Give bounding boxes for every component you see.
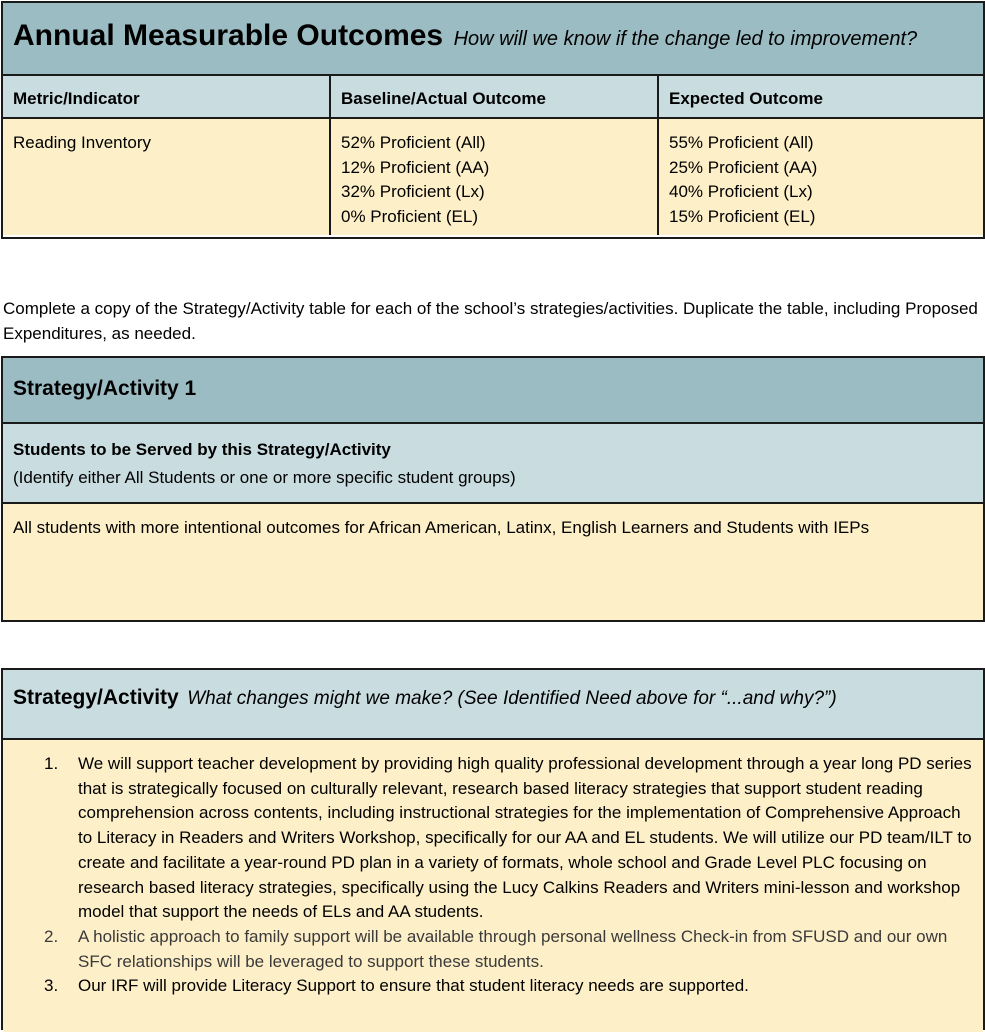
outcomes-table bbox=[1, 1, 985, 239]
activity-item-number: 1. bbox=[44, 754, 59, 773]
activity-list-area bbox=[3, 740, 983, 1032]
students-note: (Identify either All Students or one or more specific student groups) bbox=[13, 468, 516, 487]
outcomes-title-row bbox=[3, 3, 983, 76]
students-title: Students to be Served by this Strategy/Activity bbox=[13, 440, 391, 459]
metric-value: Reading Inventory bbox=[13, 133, 151, 152]
activity-item bbox=[13, 752, 973, 925]
baseline-line: 0% Proficient (EL) bbox=[341, 206, 478, 226]
activity-table bbox=[1, 668, 985, 1030]
header-metric: Metric/Indicator bbox=[3, 76, 331, 117]
header-expected: Expected Outcome bbox=[669, 89, 823, 108]
activity-list bbox=[13, 752, 973, 999]
header-baseline: Baseline/Actual Outcome bbox=[331, 76, 659, 117]
students-header bbox=[3, 424, 983, 504]
activity-title-row bbox=[3, 670, 983, 740]
outcomes-data-row bbox=[3, 119, 983, 235]
metric-cell bbox=[3, 119, 331, 235]
baseline-cell bbox=[331, 119, 659, 235]
baseline-line: 32% Proficient (Lx) bbox=[341, 182, 485, 201]
outcomes-subtitle: How will we know if the change led to improvement? bbox=[453, 28, 918, 50]
activity-item-text: We will support teacher development by providing high quality professional development through a year long PD series that is strategically focused on culturally relevant, research based literacy strategies that support student reading comprehension across contents, including instructional strategies for the implementation of Comprehensive Approach to Literacy in Readers and Writers Workshop, specifically for our AA and EL students. We will utilize our PD team/ILT to create and facilitate a year-round PD plan in a variety of formats, whole school and Grade Level PLC focusing on research based literacy strategies, specifically using the Lucy Calkins Readers and Writers mini-lesson and workshop model that support the needs of ELs and AA students. bbox=[78, 754, 972, 922]
baseline-line: 52% Proficient (All) bbox=[341, 133, 486, 152]
expected-line: 40% Proficient (Lx) bbox=[669, 182, 813, 201]
activity-item-text: Our IRF will provide Literacy Support to ensure that student literacy needs are supported. bbox=[78, 976, 749, 996]
activity-title: Strategy/Activity bbox=[13, 686, 179, 709]
activity-item-text: A holistic approach to family support will be available through personal wellness Check-in from SFUSD and our own SFC relationships will be leveraged to support these students. bbox=[78, 926, 948, 971]
activity-item-number: 3. bbox=[44, 976, 59, 996]
outcomes-header-row bbox=[3, 76, 983, 119]
expected-line: 25% Proficient (AA) bbox=[669, 157, 818, 177]
activity-item bbox=[13, 925, 973, 974]
expected-cell bbox=[659, 119, 983, 235]
baseline-line: 12% Proficient (AA) bbox=[341, 157, 490, 177]
intro-paragraph: Complete a copy of the Strategy/Activity table for each of the school’s strategies/activities. Duplicate the table, including Proposed Expenditures, as needed. bbox=[3, 299, 978, 343]
expected-line: 55% Proficient (All) bbox=[669, 133, 814, 152]
strategy-title: Strategy/Activity 1 bbox=[3, 358, 983, 424]
expected-line: 15% Proficient (EL) bbox=[669, 206, 816, 226]
activity-item-number: 2. bbox=[44, 926, 59, 946]
activity-item bbox=[13, 974, 973, 999]
students-answer: All students with more intentional outcomes for African American, Latinx, English Learners and Students with IEPs bbox=[3, 504, 983, 620]
outcomes-title: Annual Measurable Outcomes bbox=[13, 19, 444, 52]
strategy-table bbox=[1, 356, 985, 622]
activity-subtitle: What changes might we make? (See Identified Need above for “...and why?”) bbox=[187, 688, 837, 709]
